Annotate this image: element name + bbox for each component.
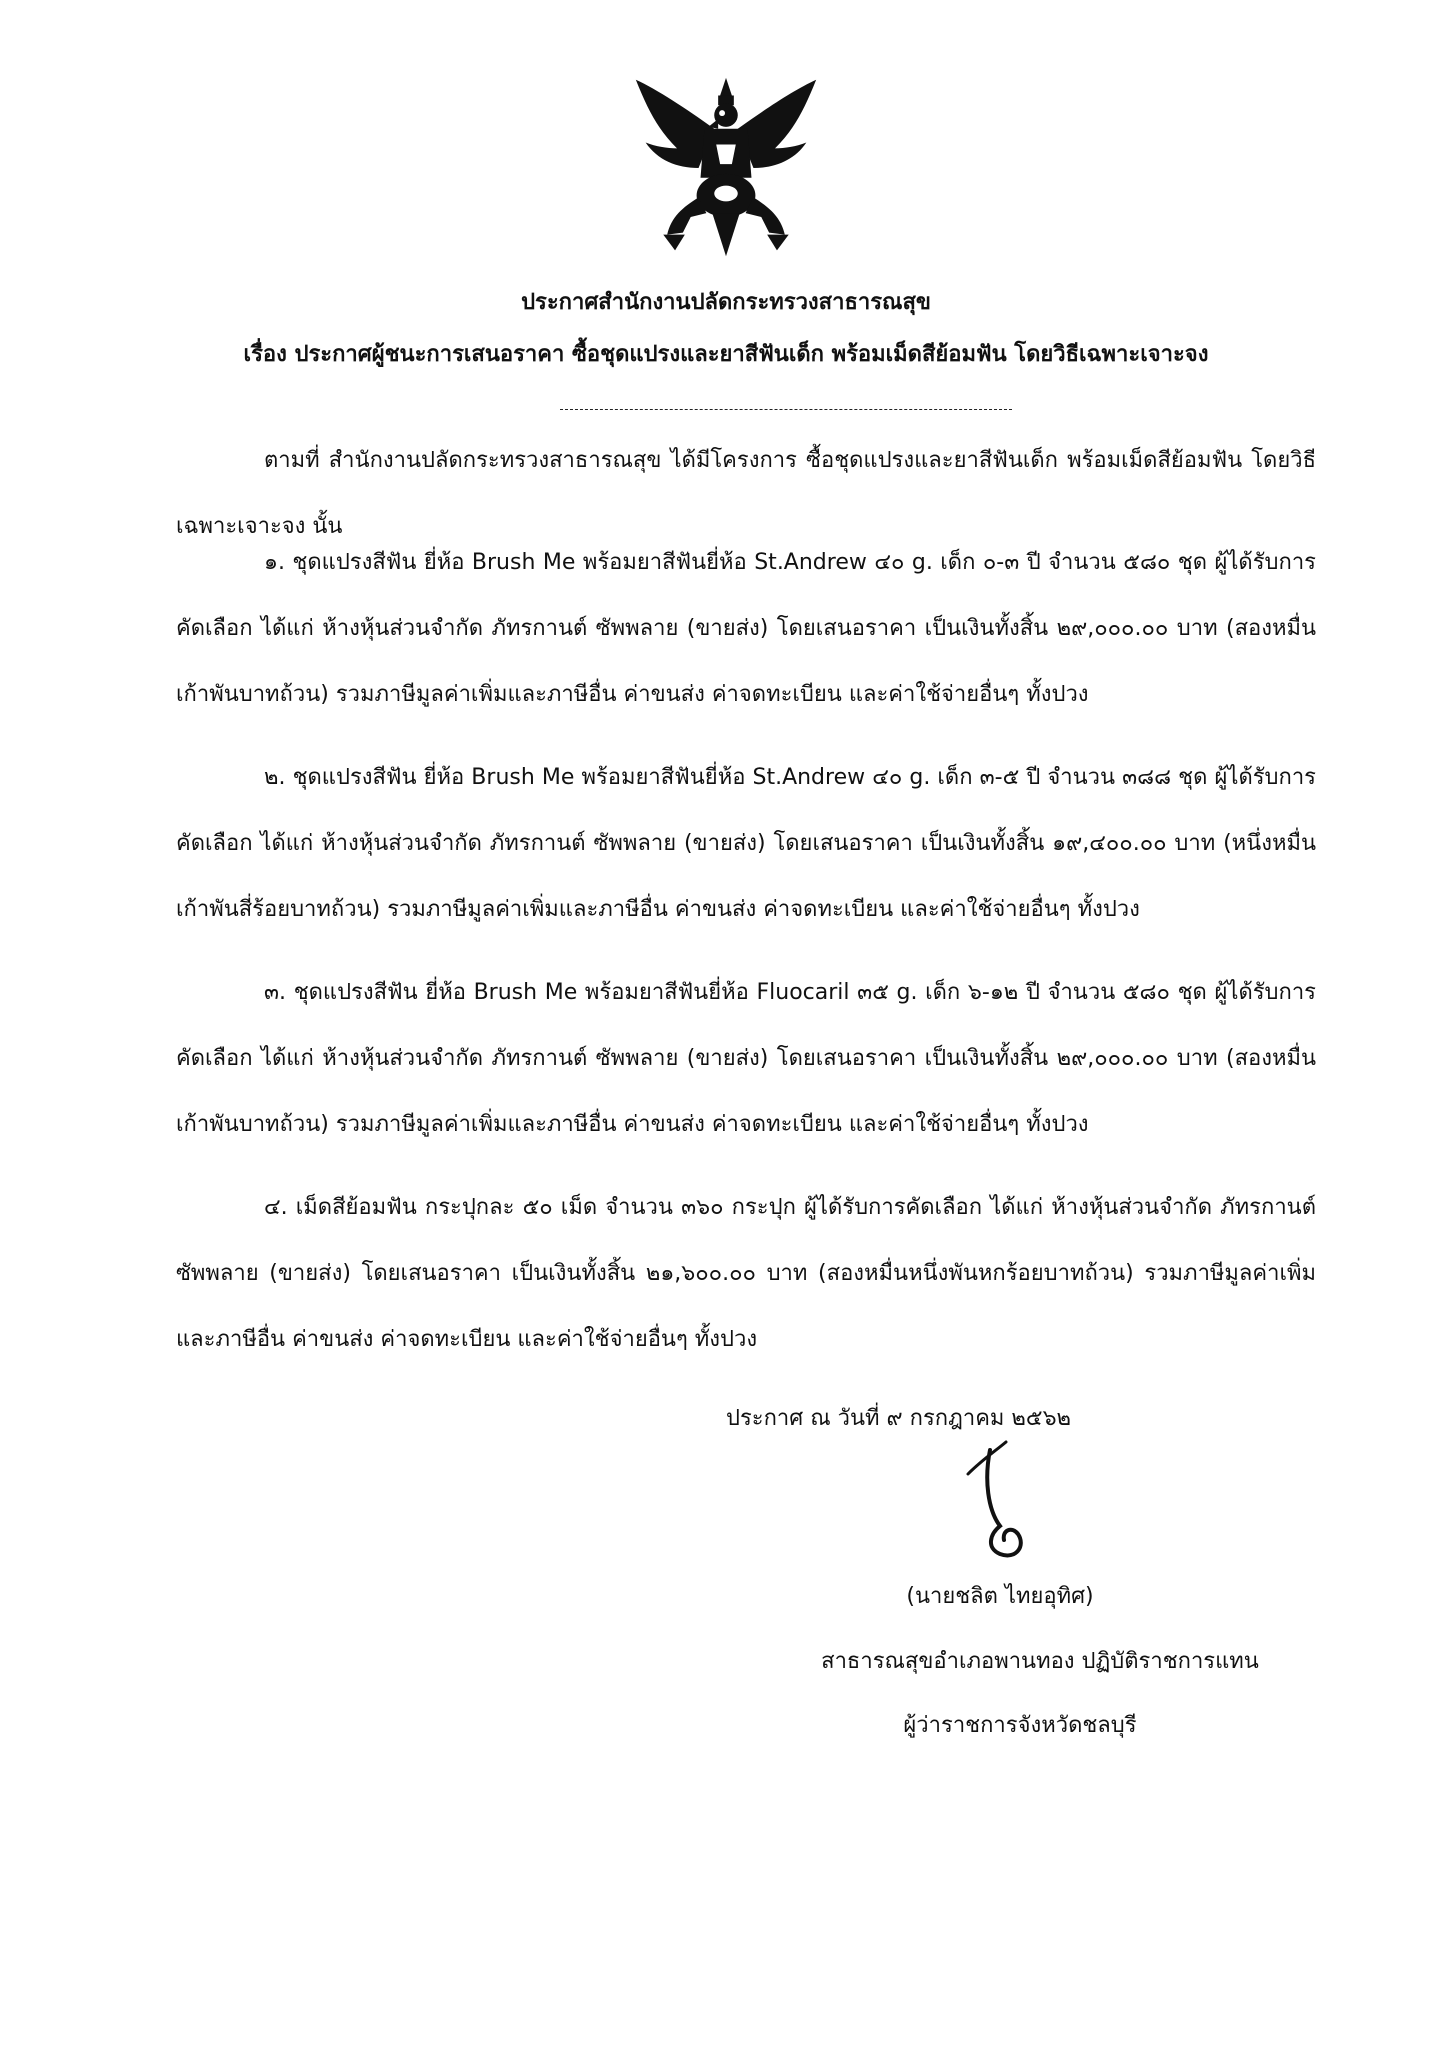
- announcement-date: ประกาศ ณ วันที่ ๙ กรกฎาคม ๒๕๖๒: [726, 1406, 1072, 1431]
- signatory-name: (นายชลิต ไทยอุทิศ): [906, 1584, 1094, 1609]
- award-item-4: ๔. เม็ดสีย้อมฟัน กระปุกละ ๕๐ เม็ด จำนวน ๓๖๐ กระปุก ผู้ได้รับการคัดเลือก ได้แก่ ห้างหุ้นส่วนจำกัด ภัทรกานต์ ซัพพลาย (ขายส่ง) โดยเสนอราคา เป็นเงินทั้งสิ้น ๒๑,๖๐๐.๐๐ บาท (สองหมื่นหนึ่งพันหกร้อยบาทถ้วน) รวมภาษีมูลค่าเพิ่มและภาษีอื่น ค่าขนส่ง ค่าจดทะเบียน และค่าใช้จ่ายอื่นๆ ทั้งปวง: [176, 1195, 1316, 1352]
- announcement-title: ประกาศสำนักงานปลัดกระทรวงสาธารณสุข: [521, 290, 931, 315]
- separator-line: [560, 409, 1012, 410]
- garuda-emblem-icon: [628, 70, 824, 266]
- announcement-subject: เรื่อง ประกาศผู้ชนะการเสนอราคา ซื้อชุดแปรงและยาสีฟันเด็ก พร้อมเม็ดสีย้อมฟัน โดยวิธีเฉพาะเจาะจง: [243, 342, 1209, 367]
- award-item-3: ๓. ชุดแปรงสีฟัน ยี่ห้อ Brush Me พร้อมยาสีฟันยี่ห้อ Fluocaril ๓๕ g. เด็ก ๖-๑๒ ปี จำนวน ๕๘๐ ชุด ผู้ได้รับการคัดเลือก ได้แก่ ห้างหุ้นส่วนจำกัด ภัทรกานต์ ซัพพลาย (ขายส่ง) โดยเสนอราคา เป็นเงินทั้งสิ้น ๒๙,๐๐๐.๐๐ บาท (สองหมื่นเก้าพันบาทถ้วน) รวมภาษีมูลค่าเพิ่มและภาษีอื่น ค่าขนส่ง ค่าจดทะเบียน และค่าใช้จ่ายอื่นๆ ทั้งปวง: [176, 980, 1316, 1137]
- award-item-1: ๑. ชุดแปรงสีฟัน ยี่ห้อ Brush Me พร้อมยาสีฟันยี่ห้อ St.Andrew ๔๐ g. เด็ก ๐-๓ ปี จำนวน ๕๘๐ ชุด ผู้ได้รับการคัดเลือก ได้แก่ ห้างหุ้นส่วนจำกัด ภัทรกานต์ ซัพพลาย (ขายส่ง) โดยเสนอราคา เป็นเงินทั้งสิ้น ๒๙,๐๐๐.๐๐ บาท (สองหมื่นเก้าพันบาทถ้วน) รวมภาษีมูลค่าเพิ่มและภาษีอื่น ค่าขนส่ง ค่าจดทะเบียน และค่าใช้จ่ายอื่นๆ ทั้งปวง: [176, 550, 1316, 707]
- signatory-position: สาธารณสุขอำเภอพานทอง ปฏิบัติราชการแทน: [821, 1649, 1259, 1674]
- signatory-authority: ผู้ว่าราชการจังหวัดชลบุรี: [903, 1713, 1137, 1738]
- intro-paragraph: ตามที่ สำนักงานปลัดกระทรวงสาธารณสุข ได้มีโครงการ ซื้อชุดแปรงและยาสีฟันเด็ก พร้อมเม็ดสีย้อมฟัน โดยวิธีเฉพาะเจาะจง นั้น: [176, 448, 1316, 539]
- award-item-2: ๒. ชุดแปรงสีฟัน ยี่ห้อ Brush Me พร้อมยาสีฟันยี่ห้อ St.Andrew ๔๐ g. เด็ก ๓-๕ ปี จำนวน ๓๘๘ ชุด ผู้ได้รับการคัดเลือก ได้แก่ ห้างหุ้นส่วนจำกัด ภัทรกานต์ ซัพพลาย (ขายส่ง) โดยเสนอราคา เป็นเงินทั้งสิ้น ๑๙,๔๐๐.๐๐ บาท (หนึ่งหมื่นเก้าพันสี่ร้อยบาทถ้วน) รวมภาษีมูลค่าเพิ่มและภาษีอื่น ค่าขนส่ง ค่าจดทะเบียน และค่าใช้จ่ายอื่นๆ ทั้งปวง: [176, 765, 1316, 922]
- handwritten-signature: [960, 1430, 1110, 1580]
